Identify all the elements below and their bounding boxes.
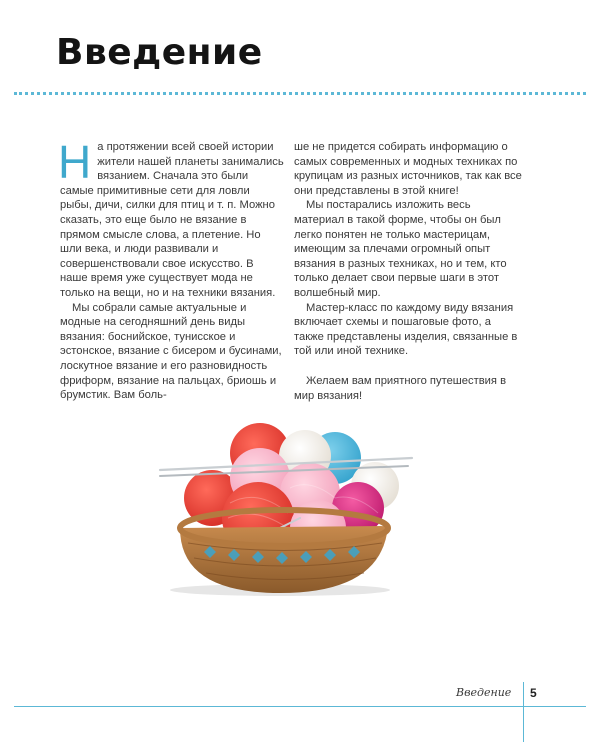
page-title: Введение (56, 32, 263, 73)
text-column-left (58, 136, 284, 403)
paragraph: Мы постарались изложить весь материал в такой форме, чтобы он был легко понятен не только мастерицам, имеющим за плечами огромный опыт вязания в разных техниках, но и тем, кто только делает свои первые шаги в этот волшебный мир. (294, 199, 507, 299)
drop-cap: Н (58, 136, 92, 188)
running-footer-section: Введение (456, 686, 512, 699)
footer-divider (14, 706, 586, 707)
text-column-right (294, 140, 522, 403)
title-divider (14, 92, 586, 95)
yarn-basket-illustration (150, 418, 420, 598)
paragraph-text: а протяжении всей своей истории жители нашей планеты занимались вязанием. Сначала это были самые примитивные сети для ловли рыбы, дичи, силки для птиц и т. п. Можно сказать, это еще было не вязание в прямом смысле слова, а плетение. Но шли века, и люди развивали и совершенствовали свое искусство. В наше время уже существует мода не только на вещи, но и на техники вязания. (60, 141, 284, 299)
page-number: 5 (530, 686, 537, 700)
footer-vertical-rule (523, 682, 524, 742)
paragraph: Желаем вам приятного путешествия в мир вязания! (294, 374, 507, 402)
paragraph: ше не придется собирать информацию о самых современных и модных техниках по крупицам из разных источников, так как все они представлены в этой книге! (294, 141, 522, 197)
paragraph: Мы собрали самые актуальные и модные на сегодняшний день виды вязания: боснийское, тунисское и эстонское, вязание с бисером и бусинами, лоскутное вязание и его разновидность фриформ, вязание на пальцах, бриошь и брумстик. Вам боль- (60, 301, 282, 402)
yarn-basket-photo (150, 418, 420, 598)
paragraph: Мастер-класс по каждому виду вязания включает схемы и пошаговые фото, а также представлены изделия, связанные в той или иной технике. (294, 301, 518, 358)
paragraph (58, 136, 284, 301)
